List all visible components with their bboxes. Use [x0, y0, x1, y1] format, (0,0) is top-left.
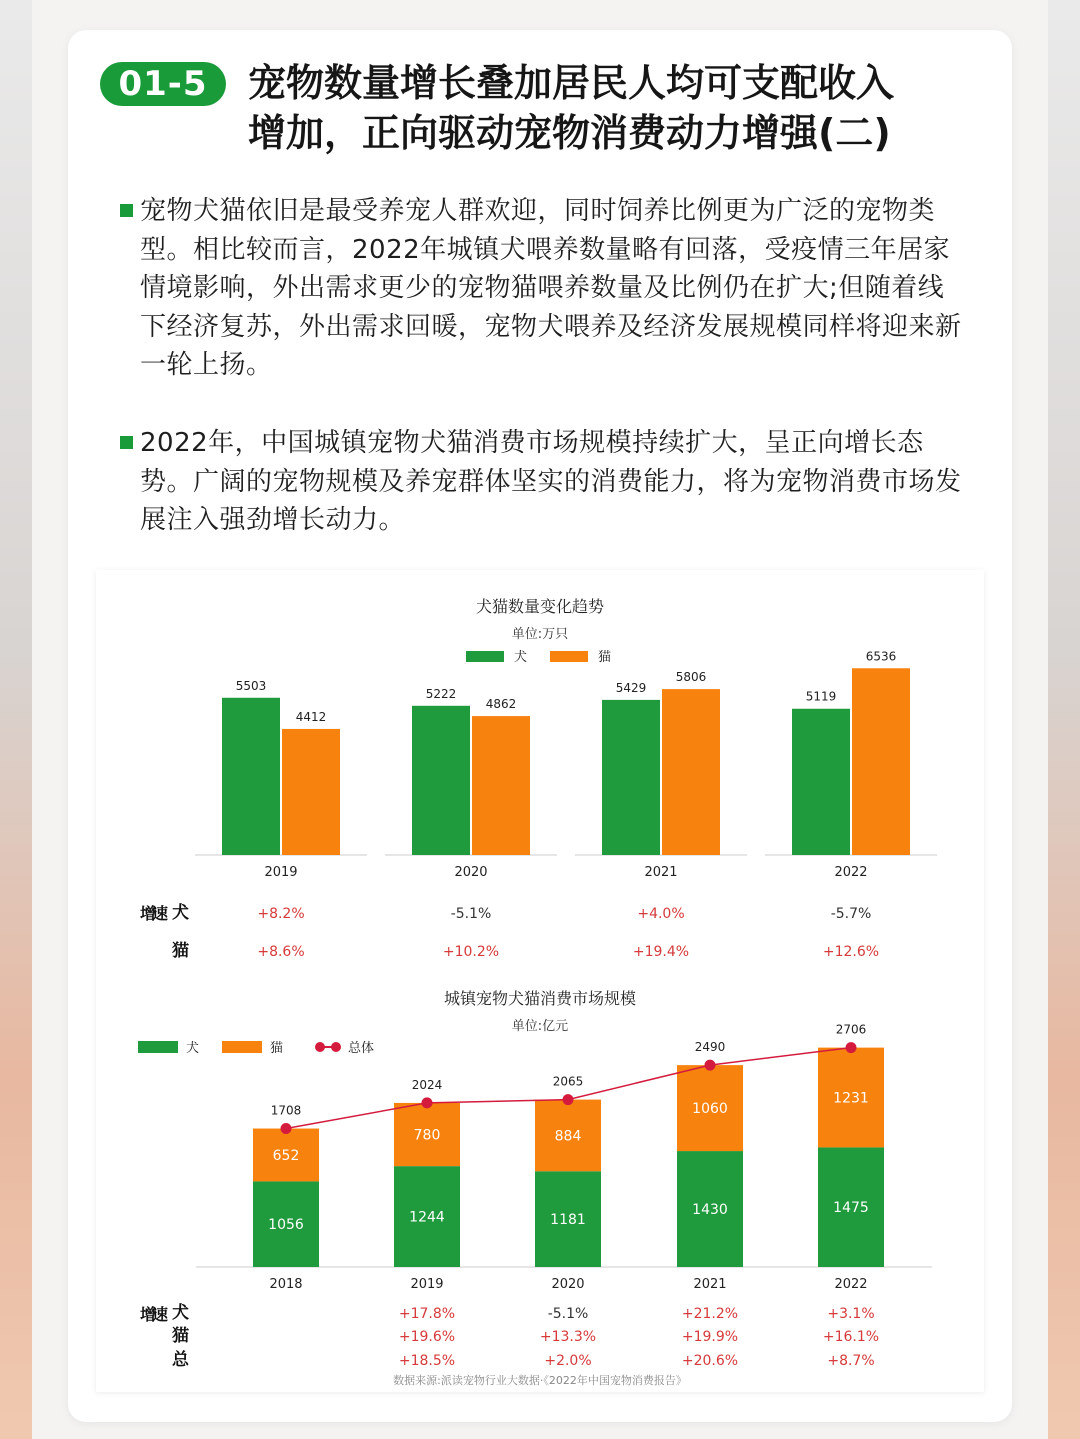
chart-panel — [96, 570, 984, 1392]
legend-cat-swatch — [222, 1041, 262, 1053]
growth-value: -5.1% — [450, 906, 492, 922]
total-label: 1708 — [270, 1103, 302, 1118]
charts-svg — [96, 570, 984, 1392]
bar-cat-2019 — [282, 729, 340, 855]
section-badge: 01-5 — [100, 62, 226, 106]
growth-label: 增 — [140, 904, 157, 923]
bar-cat-2021 — [662, 689, 720, 855]
data-label: 1430 — [692, 1202, 728, 1219]
bar-cat-2020 — [472, 716, 530, 855]
bullet-icon — [120, 436, 133, 449]
chart1-legend — [466, 649, 611, 665]
x-tick-label: 2019 — [264, 865, 298, 880]
total-label: 2024 — [411, 1077, 443, 1092]
growth-label: 速 — [152, 1305, 169, 1324]
chart1-title: 犬猫数量变化趋势 — [475, 597, 605, 616]
total-point — [563, 1094, 574, 1105]
growth-value: -5.1% — [547, 1306, 589, 1322]
data-label: 5119 — [805, 689, 837, 704]
total-label: 2706 — [835, 1022, 867, 1037]
data-label: 4412 — [295, 709, 327, 724]
growth-row-label: 犬 — [172, 903, 189, 923]
x-tick-label: 2020 — [454, 865, 488, 880]
legend-cat-label: 猫 — [598, 650, 612, 665]
growth-value: -5.7% — [830, 906, 872, 922]
x-tick-label: 2020 — [551, 1277, 585, 1292]
total-point — [281, 1123, 292, 1134]
total-point — [705, 1060, 716, 1071]
paragraph-text: 宠物犬猫依旧是最受养宠人群欢迎，同时饲养比例更为广泛的宠物类型。相比较而言，2022年城镇犬喂养数量略有回落，受疫情三年居家情境影响，外出需求更少的宠物猫喂养数量及比例仍在扩大;但随着线下经济复苏，外出需求回暖，宠物犬喂养及经济发展规模同样将迎来新一轮上扬。 — [140, 196, 962, 380]
growth-row-label: 猫 — [172, 1326, 189, 1346]
growth-value: +8.2% — [257, 906, 305, 922]
bullet-icon — [120, 204, 133, 217]
data-label: 780 — [413, 1127, 441, 1144]
total-point — [422, 1097, 433, 1108]
data-label: 6536 — [865, 649, 897, 664]
growth-label: 速 — [152, 904, 169, 923]
total-label: 2065 — [552, 1074, 584, 1089]
data-label: 5429 — [615, 680, 647, 695]
data-label: 1056 — [268, 1217, 304, 1234]
bar-dog-2020 — [412, 706, 470, 855]
chart1-growth-rows — [140, 902, 879, 961]
growth-value: +10.2% — [442, 944, 500, 960]
x-tick-label: 2022 — [834, 1277, 868, 1292]
legend-dog-label: 犬 — [186, 1041, 200, 1056]
chart2-unit: 单位:亿元 — [511, 1019, 569, 1034]
x-tick-label: 2022 — [834, 865, 868, 880]
x-tick-label: 2021 — [644, 865, 678, 880]
data-label: 5222 — [425, 686, 457, 701]
growth-value: +16.1% — [822, 1329, 880, 1345]
chart2-title: 城镇宠物犬猫消费市场规模 — [443, 989, 637, 1008]
legend-dog-swatch — [466, 651, 504, 662]
title-line-2: 增加，正向驱动宠物消费动力增强(二) — [248, 111, 891, 155]
data-label: 1244 — [409, 1209, 445, 1226]
total-label: 2490 — [694, 1040, 726, 1055]
data-label: 1475 — [833, 1200, 869, 1217]
page-title — [248, 58, 988, 158]
data-label: 1181 — [550, 1212, 586, 1229]
legend-cat-swatch — [550, 651, 588, 662]
legend-dog-label: 犬 — [514, 650, 528, 665]
growth-row-label: 犬 — [172, 1303, 189, 1323]
data-label: 5503 — [235, 678, 267, 693]
title-line-1: 宠物数量增长叠加居民人均可支配收入 — [248, 61, 895, 105]
chart1-marks — [195, 649, 937, 880]
growth-value: +12.6% — [822, 944, 880, 960]
growth-value: +2.0% — [544, 1353, 592, 1369]
growth-value: +3.1% — [827, 1306, 875, 1322]
legend-total-label: 总体 — [348, 1041, 375, 1056]
growth-value: +13.3% — [539, 1329, 597, 1345]
data-label: 652 — [272, 1147, 300, 1164]
x-tick-label: 2019 — [410, 1277, 444, 1292]
growth-value: +20.6% — [681, 1353, 739, 1369]
growth-value: +8.7% — [827, 1353, 875, 1369]
growth-value: +17.8% — [398, 1306, 456, 1322]
total-point — [846, 1042, 857, 1053]
growth-value: +19.4% — [632, 944, 690, 960]
growth-value: +4.0% — [637, 906, 685, 922]
bar-cat-2022 — [852, 668, 910, 855]
data-label: 4862 — [485, 697, 517, 712]
chart2-marks — [196, 1023, 932, 1292]
growth-value: +8.6% — [257, 944, 305, 960]
x-tick-label: 2021 — [693, 1277, 727, 1292]
x-tick-label: 2018 — [269, 1277, 303, 1292]
growth-label: 增 — [140, 1305, 157, 1324]
legend-total-dot — [315, 1042, 325, 1052]
paragraph-1 — [120, 192, 970, 385]
bar-dog-2019 — [222, 698, 280, 855]
bar-dog-2022 — [792, 709, 850, 855]
chart2-legend — [138, 1040, 374, 1056]
paragraph-2 — [120, 424, 970, 540]
bar-dog-2021 — [602, 700, 660, 855]
data-label: 5806 — [675, 670, 707, 685]
legend-total-dot — [331, 1042, 341, 1052]
data-label: 1231 — [833, 1090, 869, 1107]
chart1-unit: 单位:万只 — [511, 627, 569, 642]
data-label: 884 — [554, 1128, 582, 1145]
legend-cat-label: 猫 — [270, 1041, 284, 1056]
legend-dog-swatch — [138, 1041, 178, 1053]
chart2-growth-rows — [140, 1302, 879, 1370]
growth-value: +21.2% — [681, 1306, 739, 1322]
paragraph-text: 2022年，中国城镇宠物犬猫消费市场规模持续扩大，呈正向增长态势。广阔的宠物规模及养宠群体坚实的消费能力，将为宠物消费市场发展注入强劲增长动力。 — [140, 428, 962, 535]
growth-value: +19.6% — [398, 1329, 456, 1345]
growth-row-label: 猫 — [172, 941, 189, 961]
data-source: 数据来源:派读宠物行业大数据·《2022年中国宠物消费报告》 — [393, 1374, 687, 1387]
growth-value: +18.5% — [398, 1353, 456, 1369]
growth-value: +19.9% — [681, 1329, 739, 1345]
data-label: 1060 — [692, 1101, 728, 1118]
growth-row-label: 总 — [172, 1350, 189, 1370]
